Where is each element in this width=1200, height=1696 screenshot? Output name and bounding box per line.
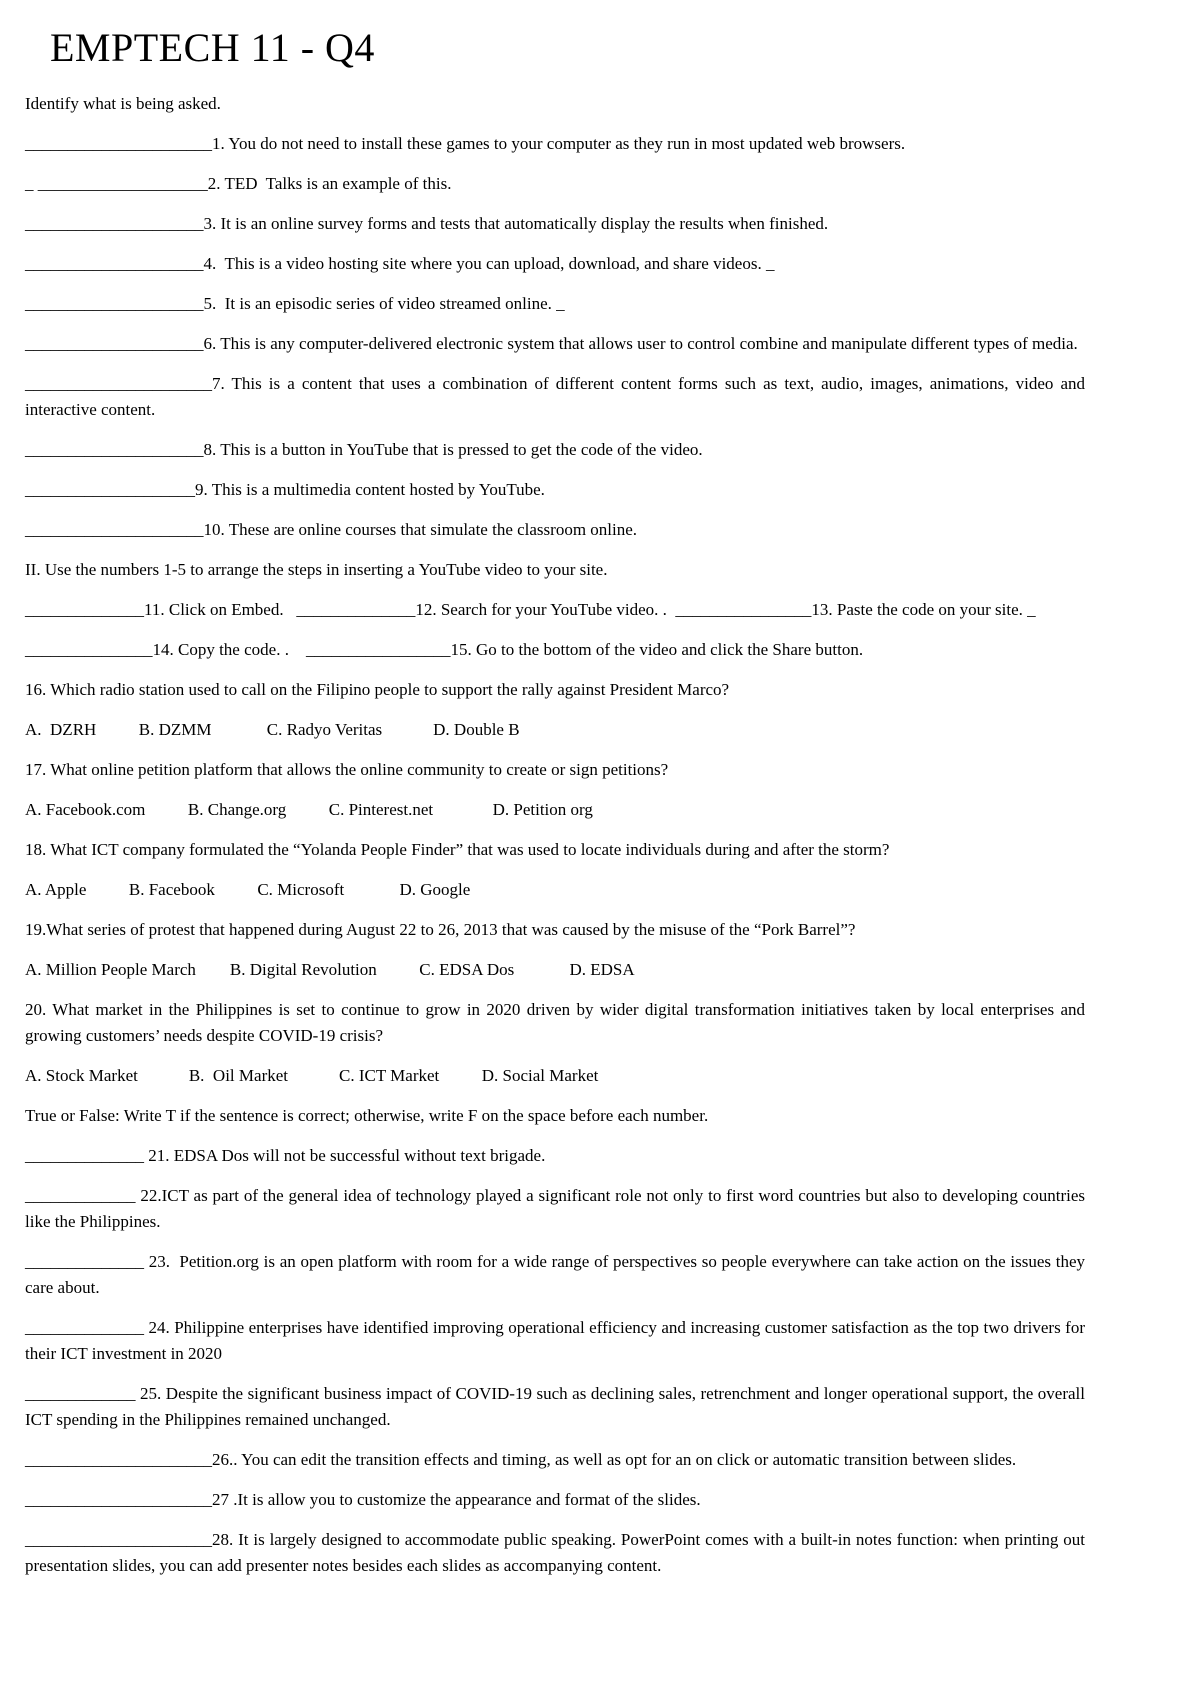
section-ii-heading: II. Use the numbers 1-5 to arrange the steps in inserting a YouTube video to your site.	[25, 560, 608, 579]
question-23: ______________ 23. Petition.org is an open platform with room for a wide range of perspectives so people everywhere can take action on the issues they care about.	[25, 1252, 1085, 1297]
question-3: _____________________3. It is an online survey forms and tests that automatically display the results when finished.	[25, 214, 829, 233]
choices-20: A. Stock Market B. Oil Market C. ICT Market D. Social Market	[25, 1066, 599, 1085]
question-16: 16. Which radio station used to call on the Filipino people to support the rally against President Marco?	[25, 680, 730, 699]
question-2: _ ____________________2. TED Talks is an example of this.	[25, 174, 452, 193]
question-26: ______________________26.. You can edit the transition effects and timing, as well as opt for an on click or automatic transition between slides.	[25, 1450, 1017, 1469]
choices-19: A. Million People March B. Digital Revolution C. EDSA Dos D. EDSA	[25, 960, 635, 979]
question-17: 17. What online petition platform that allows the online community to create or sign petitions?	[25, 760, 669, 779]
question-8: _____________________8. This is a button in YouTube that is pressed to get the code of the video.	[25, 440, 703, 459]
question-9: ____________________9. This is a multimedia content hosted by YouTube.	[25, 480, 545, 499]
question-20: 20. What market in the Philippines is set to continue to grow in 2020 driven by wider digital transformation initiatives taken by local enterprises and growing customers’ needs despite COVID-19 crisis?	[25, 1000, 1085, 1045]
document-title: EMPTECH 11 - Q4	[50, 25, 375, 70]
choices-16: A. DZRH B. DZMM C. Radyo Veritas D. Double B	[25, 720, 520, 739]
arrange-line-11-13: ______________11. Click on Embed. ______________12. Search for your YouTube video. . ________________13. Paste the code on your site. _	[25, 600, 1036, 619]
question-28: ______________________28. It is largely designed to accommodate public speaking. PowerPoint comes with a built-in notes function: when printing out presentation slides, you can add presenter notes besides each slides as accompanying content.	[25, 1530, 1085, 1575]
choices-17: A. Facebook.com B. Change.org C. Pinterest.net D. Petition org	[25, 800, 593, 819]
question-19: 19.What series of protest that happened during August 22 to 26, 2013 that was caused by the misuse of the “Pork Barrel”?	[25, 920, 856, 939]
question-10: _____________________10. These are online courses that simulate the classroom online.	[25, 520, 638, 539]
true-false-heading: True or False: Write T if the sentence is correct; otherwise, write F on the space before each number.	[25, 1106, 709, 1125]
question-6: _____________________6. This is any computer-delivered electronic system that allows user to control combine and manipulate different types of media.	[25, 334, 1078, 353]
question-22: _____________ 22.ICT as part of the general idea of technology played a significant role not only to first word countries but also to developing countries like the Philippines.	[25, 1186, 1085, 1231]
question-7: ______________________7. This is a content that uses a combination of different content forms such as text, audio, images, animations, video and interactive content.	[25, 374, 1085, 419]
question-1: ______________________1. You do not need to install these games to your computer as they run in most updated web browsers.	[25, 134, 906, 153]
question-18: 18. What ICT company formulated the “Yolanda People Finder” that was used to locate individuals during and after the storm?	[25, 840, 890, 859]
question-21: ______________ 21. EDSA Dos will not be successful without text brigade.	[25, 1146, 546, 1165]
question-25: _____________ 25. Despite the significant business impact of COVID-19 such as declining sales, retrenchment and longer operational support, the overall ICT spending in the Philippines remained unchanged.	[25, 1384, 1085, 1429]
question-27: ______________________27 .It is allow you to customize the appearance and format of the slides.	[25, 1490, 701, 1509]
question-24: ______________ 24. Philippine enterprises have identified improving operational efficiency and increasing customer satisfaction as the top two drivers for their ICT investment in 2020	[25, 1318, 1085, 1363]
question-5: _____________________5. It is an episodic series of video streamed online. _	[25, 294, 565, 313]
choices-18: A. Apple B. Facebook C. Microsoft D. Google	[25, 880, 471, 899]
document-body	[0, 91, 1200, 1579]
arrange-line-14-15: _______________14. Copy the code. . _________________15. Go to the bottom of the video and click the Share button.	[25, 640, 864, 659]
identify-heading: Identify what is being asked.	[25, 94, 221, 113]
question-4: _____________________4. This is a video hosting site where you can upload, download, and share videos. _	[25, 254, 775, 273]
